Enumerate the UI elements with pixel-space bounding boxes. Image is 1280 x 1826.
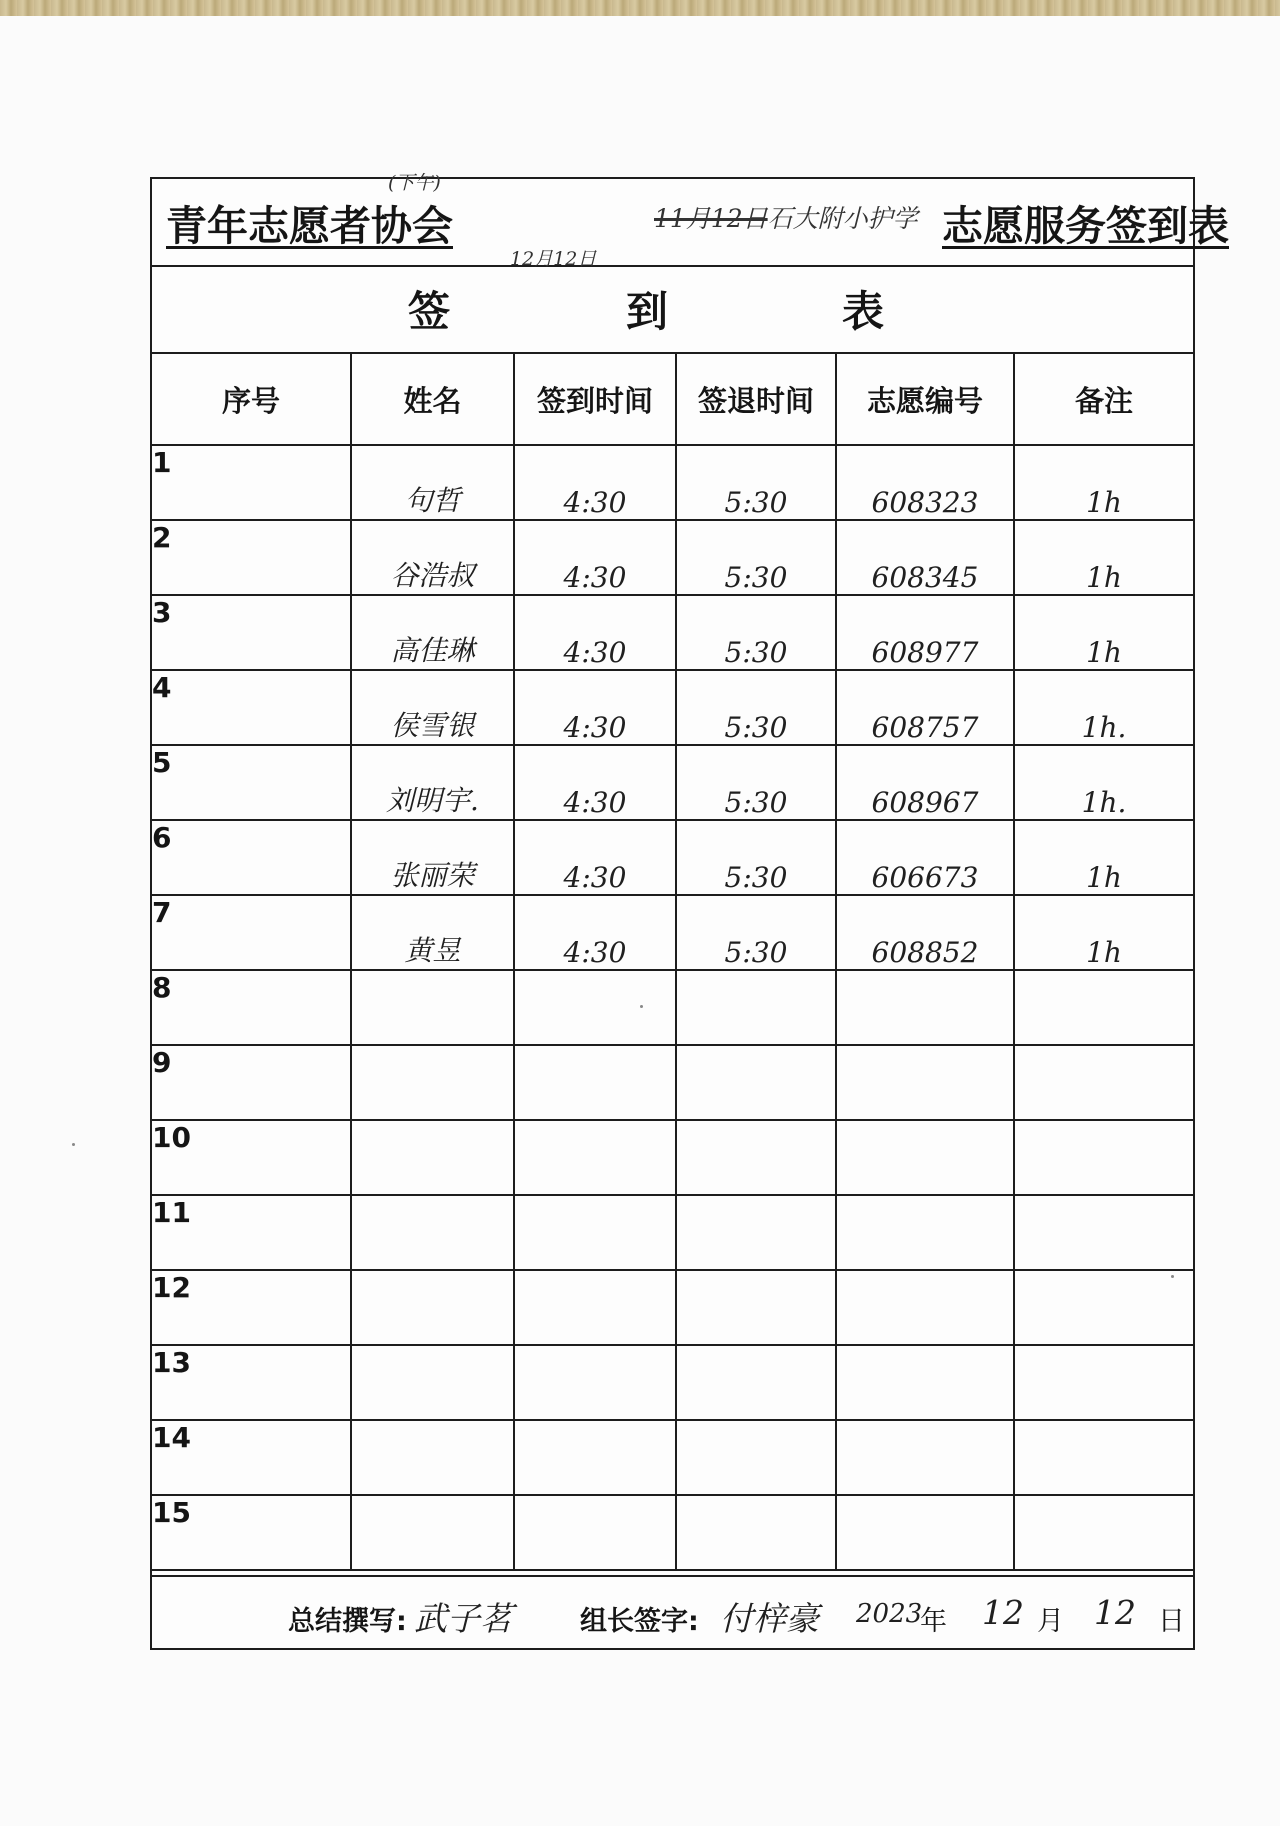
- volunteer-id: 606673: [836, 820, 1014, 895]
- note: 1h: [1014, 820, 1193, 895]
- row-number: 9: [152, 1045, 351, 1120]
- name-signature: 句哲: [351, 445, 514, 520]
- volunteer-id: [836, 1045, 1014, 1120]
- table-row: [152, 970, 1193, 1045]
- row-number: 4: [152, 670, 351, 745]
- signed-year: 2023: [856, 1599, 923, 1629]
- checkout-time: 5:30: [676, 595, 836, 670]
- note: [1014, 1345, 1193, 1420]
- volunteer-id: 608323: [836, 445, 1014, 520]
- note: [1014, 1195, 1193, 1270]
- checkin-time: [514, 1120, 676, 1195]
- table-row: [152, 1270, 1193, 1345]
- note: [1014, 1045, 1193, 1120]
- checkout-time: [676, 970, 836, 1045]
- handwritten-time: (下午): [388, 172, 441, 194]
- checkout-time: 5:30: [676, 670, 836, 745]
- footer-signature-band: [152, 1575, 1193, 1648]
- checkin-time: 4:30: [514, 745, 676, 820]
- table-row: [152, 745, 1193, 820]
- col-header-note: 备注: [1014, 354, 1193, 445]
- name-signature: 黄昱: [351, 895, 514, 970]
- checkout-time: 5:30: [676, 895, 836, 970]
- paper-speck: [640, 1005, 643, 1008]
- name-signature: [351, 1195, 514, 1270]
- leader-signature: 付梓豪: [720, 1599, 819, 1638]
- volunteer-id: 608345: [836, 520, 1014, 595]
- row-number: 11: [152, 1195, 351, 1270]
- checkin-time: [514, 1045, 676, 1120]
- name-signature: [351, 1045, 514, 1120]
- col-header-volunteer-id: 志愿编号: [836, 354, 1014, 445]
- name-signature: [351, 1270, 514, 1345]
- checkout-time: [676, 1495, 836, 1570]
- volunteer-id: 608977: [836, 595, 1014, 670]
- name-signature: [351, 1495, 514, 1570]
- row-number: 5: [152, 745, 351, 820]
- volunteer-id: [836, 1345, 1014, 1420]
- sign-in-sheet: [150, 177, 1229, 1650]
- checkin-time: [514, 1195, 676, 1270]
- volunteer-id: [836, 1195, 1014, 1270]
- signed-month: 12: [982, 1593, 1024, 1632]
- sign-in-table: [152, 354, 1193, 1571]
- checkout-time: [676, 1345, 836, 1420]
- name-signature: 高佳琳: [351, 595, 514, 670]
- handwritten-date: 12月12日: [510, 248, 597, 270]
- table-row: [152, 1495, 1193, 1570]
- table-row: [152, 895, 1193, 970]
- note: 1h: [1014, 445, 1193, 520]
- note: 1h.: [1014, 670, 1193, 745]
- note: 1h: [1014, 595, 1193, 670]
- checkin-time: 4:30: [514, 670, 676, 745]
- summary-writer-label: 总结撰写:: [288, 1606, 407, 1637]
- checkin-time: [514, 970, 676, 1045]
- row-number: 1: [152, 445, 351, 520]
- note: 1h: [1014, 520, 1193, 595]
- note: [1014, 1120, 1193, 1195]
- row-number: 13: [152, 1345, 351, 1420]
- day-label: 日: [1158, 1606, 1185, 1637]
- row-number: 10: [152, 1120, 351, 1195]
- signed-day: 12: [1094, 1593, 1136, 1632]
- checkout-time: [676, 1045, 836, 1120]
- place-text: 石大附小护学: [767, 204, 918, 233]
- table-row: [152, 595, 1193, 670]
- volunteer-id: [836, 1495, 1014, 1570]
- leader-signature-label: 组长签字:: [580, 1606, 699, 1637]
- checkout-time: 5:30: [676, 445, 836, 520]
- col-header-name: 姓名: [351, 354, 514, 445]
- table-row: [152, 1045, 1193, 1120]
- volunteer-id: 608852: [836, 895, 1014, 970]
- year-label: 年: [920, 1606, 947, 1637]
- volunteer-id: [836, 1120, 1014, 1195]
- title-prefix: 青年志愿者协会: [166, 202, 453, 250]
- name-signature: [351, 1345, 514, 1420]
- checkout-time: 5:30: [676, 520, 836, 595]
- volunteer-id: 608967: [836, 745, 1014, 820]
- summary-writer-signature: 武子茗: [414, 1599, 513, 1638]
- name-signature: [351, 970, 514, 1045]
- checkin-time: [514, 1495, 676, 1570]
- row-number: 12: [152, 1270, 351, 1345]
- paper-speck: [1171, 1275, 1174, 1278]
- title-band: [152, 179, 1229, 267]
- checkin-time: 4:30: [514, 520, 676, 595]
- row-number: 15: [152, 1495, 351, 1570]
- table-row: [152, 1420, 1193, 1495]
- table-row: [152, 1195, 1193, 1270]
- col-header-checkout: 签退时间: [676, 354, 836, 445]
- subtitle-band: [152, 267, 1193, 354]
- row-number: 7: [152, 895, 351, 970]
- name-signature: 侯雪银: [351, 670, 514, 745]
- name-signature: [351, 1420, 514, 1495]
- subtitle-char-3: 表: [842, 287, 885, 336]
- name-signature: 刘明宇.: [351, 745, 514, 820]
- checkin-time: [514, 1345, 676, 1420]
- table-row: [152, 820, 1193, 895]
- name-signature: 张丽荣: [351, 820, 514, 895]
- struck-date: 11月12日: [654, 204, 768, 233]
- volunteer-id: 608757: [836, 670, 1014, 745]
- volunteer-id: [836, 970, 1014, 1045]
- month-label: 月: [1037, 1606, 1064, 1637]
- checkout-time: [676, 1195, 836, 1270]
- row-number: 14: [152, 1420, 351, 1495]
- note: 1h: [1014, 895, 1193, 970]
- checkin-time: [514, 1270, 676, 1345]
- checkin-time: 4:30: [514, 595, 676, 670]
- table-row: [152, 520, 1193, 595]
- note: 1h.: [1014, 745, 1193, 820]
- row-number: 8: [152, 970, 351, 1045]
- volunteer-id: [836, 1270, 1014, 1345]
- checkin-time: 4:30: [514, 895, 676, 970]
- checkin-time: 4:30: [514, 445, 676, 520]
- row-number: 2: [152, 520, 351, 595]
- row-number: 3: [152, 595, 351, 670]
- checkout-time: [676, 1120, 836, 1195]
- handwritten-place: [654, 199, 944, 235]
- row-number: 6: [152, 820, 351, 895]
- title-suffix: 志愿服务签到表: [942, 202, 1229, 250]
- table-row: [152, 1345, 1193, 1420]
- volunteer-id: [836, 1420, 1014, 1495]
- name-signature: [351, 1120, 514, 1195]
- wood-table-edge: [0, 0, 1280, 16]
- checkout-time: [676, 1420, 836, 1495]
- subtitle-char-2: 到: [626, 287, 669, 336]
- name-signature: 谷浩叔: [351, 520, 514, 595]
- col-header-no: 序号: [152, 354, 351, 445]
- checkout-time: 5:30: [676, 745, 836, 820]
- table-body: [152, 445, 1193, 1570]
- checkin-time: 4:30: [514, 820, 676, 895]
- table-row: [152, 670, 1193, 745]
- col-header-checkin: 签到时间: [514, 354, 676, 445]
- header-row: [152, 354, 1193, 445]
- paper-speck: [72, 1143, 75, 1146]
- checkout-time: [676, 1270, 836, 1345]
- note: [1014, 1270, 1193, 1345]
- note: [1014, 1420, 1193, 1495]
- checkout-time: 5:30: [676, 820, 836, 895]
- table-row: [152, 445, 1193, 520]
- note: [1014, 970, 1193, 1045]
- note: [1014, 1495, 1193, 1570]
- table-row: [152, 1120, 1193, 1195]
- subtitle-char-1: 签: [408, 287, 451, 336]
- checkin-time: [514, 1420, 676, 1495]
